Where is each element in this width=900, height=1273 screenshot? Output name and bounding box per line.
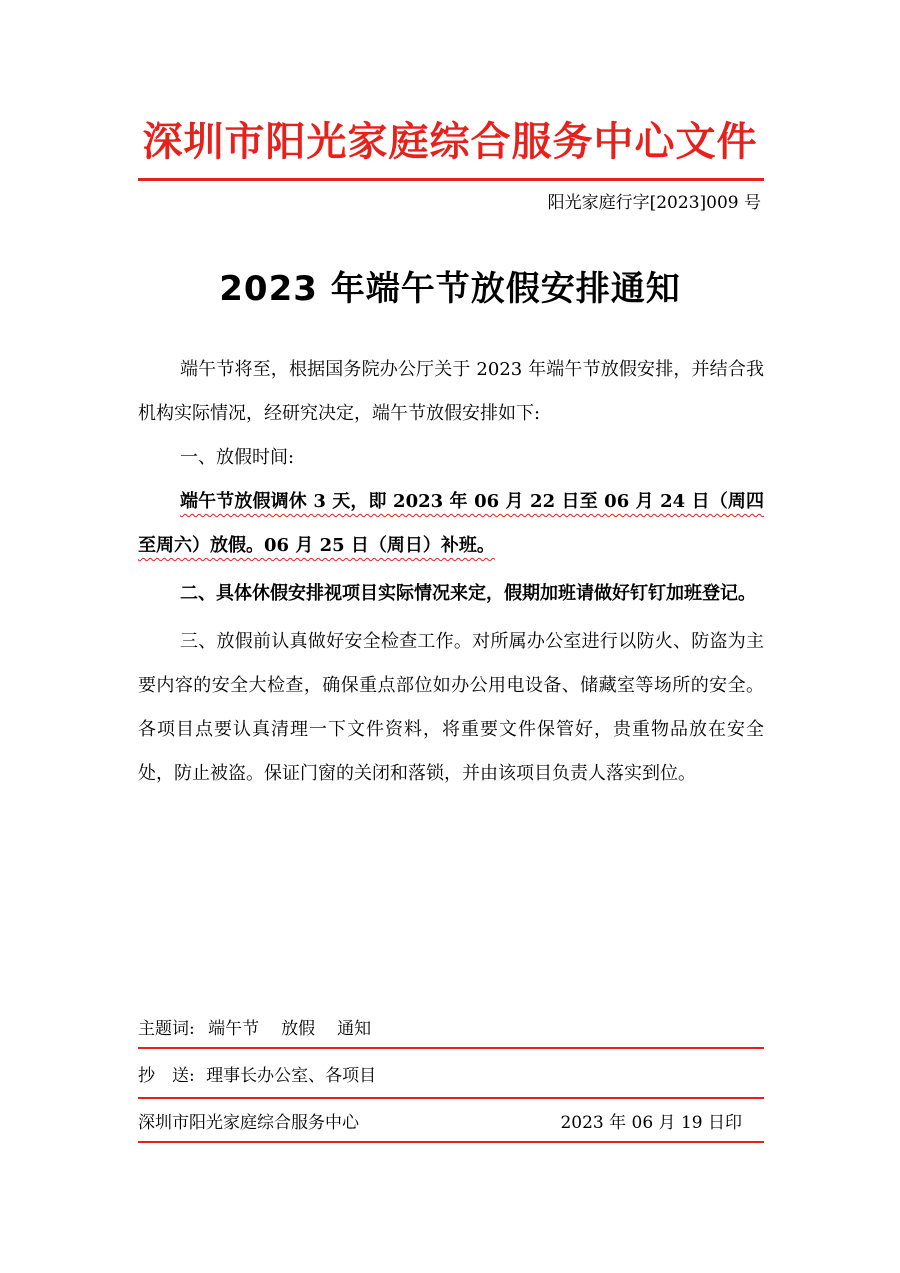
issuer-name: 深圳市阳光家庭综合服务中心: [138, 1113, 359, 1133]
subject-word: 通知: [337, 1019, 372, 1039]
subject-word: 端午节: [208, 1019, 260, 1039]
section1-heading: 一、放假时间:: [180, 447, 295, 468]
section1-text: 端午节放假调休 3 天，即 2023 年 06 月 22 日至 06 月 24 日（周四至周六）放假。06 月 25 日（周日）补班。: [138, 491, 764, 556]
footer-rule-2: [138, 1097, 764, 1099]
cc-line: [138, 1061, 764, 1091]
section2-paragraph: 二、具体休假安排视项目实际情况来定，假期加班请做好钉钉加班登记。: [180, 583, 756, 604]
notice-title: 2023 年端午节放假安排通知: [219, 269, 681, 309]
section1-paragraph: [138, 480, 764, 568]
footer-rule-3: [138, 1141, 764, 1143]
org-header-title: 深圳市阳光家庭综合服务中心文件: [142, 119, 758, 165]
footer-rule-1: [138, 1047, 764, 1049]
document-number: 阳光家庭行字[2023]009 号: [547, 193, 761, 213]
intro-paragraph: 端午节将至，根据国务院办公厅关于 2023 年端午节放假安排，并结合我机构实际情况，经研究决定，端午节放假安排如下:: [138, 359, 764, 424]
notice-body: [138, 348, 764, 796]
cc-label: 抄 送:: [138, 1066, 195, 1086]
header-red-rule: [138, 178, 764, 181]
issuer-line: [138, 1108, 764, 1138]
cc-value: 理事长办公室、各项目: [206, 1066, 377, 1086]
print-date: 2023 年 06 月 19 日印: [560, 1113, 742, 1133]
subject-word: 放假: [281, 1019, 316, 1039]
subject-line: [138, 1014, 764, 1044]
section3-paragraph: 三、放假前认真做好安全检查工作。对所属办公室进行以防火、防盗为主要内容的安全大检查，确保重点部位如办公用电设备、储藏室等场所的安全。各项目点要认真清理一下文件资料，将重要文件保管好，贵重物品放在安全处，防止被盗。保证门窗的关闭和落锁，并由该项目负责人落实到位。: [138, 631, 764, 784]
subject-label: 主题词:: [138, 1019, 195, 1039]
